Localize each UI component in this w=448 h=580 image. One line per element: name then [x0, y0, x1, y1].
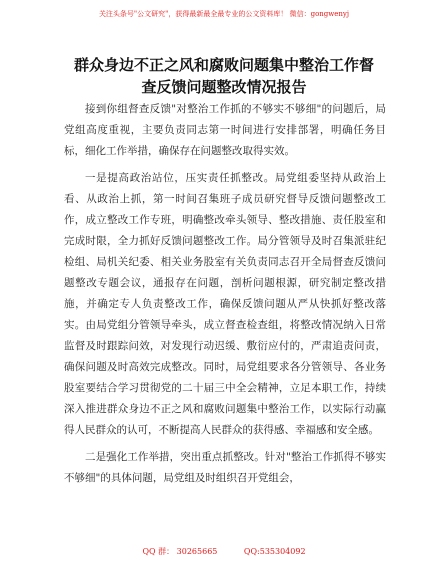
promo-banner: 关注头条号"公文研究"，获得最新最全最专业的公文资料库！ 微信：gongwenyj — [98, 10, 350, 18]
title-line-2: 查反馈问题整改情况报告 — [141, 78, 307, 96]
document-body — [64, 99, 386, 495]
paragraph: 二是强化工作举措，突出重点抓整改。针对"整治工作抓得不够实不够细"的具体问题，局党组及时组织召开党组会， — [64, 451, 386, 484]
contact-footer — [0, 546, 448, 557]
paragraph: 一是提高政治站位，压实责任抓整改。局党组委坚持从政治上看、从政治上抓，第一时间召集班子成员研究督导反馈问题整改工作，成立整改工作专班，明确整改牵头领导、整改措施、责任股室和完成时限，全力抓好反馈问题整改工作。局分管领导及时召集派驻纪检组、局机关纪委、相关业务股室有关负责同志召开全局督查反馈问题整改专题会议，通报存在问题，剖析问题根源，研究制定整改措施，并确定专人负责整改工作，确保反馈问题从严从快抓好整改落实。由局党组分管领导牵头，成立督查检查组，将整改情况纳入日常监督及时跟踪问效，对发现行动迟缓、敷衍应付的，严肃追责问责，确保问题及时高效完成整改。同时，局党组要求各分管领导、各业务股室要结合学习贯彻党的二十届三中全会精神，立足本职工作，持续深入推进群众身边不正之风和腐败问题集中整治工作，以实际行动赢得人民群众的认可，不断提高人民群众的获得感、幸福感和安全感。 — [64, 172, 386, 436]
paragraph: 接到你组督查反馈"对整治工作抓的不够实不够细"的问题后，局党组高度重视，主要负责同志第一时间进行安排部署，明确任务目标，细化工作举措，确保存在问题整改取得实效。 — [64, 103, 386, 157]
document-title — [30, 54, 418, 98]
qq-text: QQ:535304092 — [243, 547, 306, 556]
qq-group-text: QQ 群： 30265665 — [142, 547, 218, 556]
title-line-1: 群众身边不正之风和腐败问题集中整治工作督 — [73, 56, 374, 74]
